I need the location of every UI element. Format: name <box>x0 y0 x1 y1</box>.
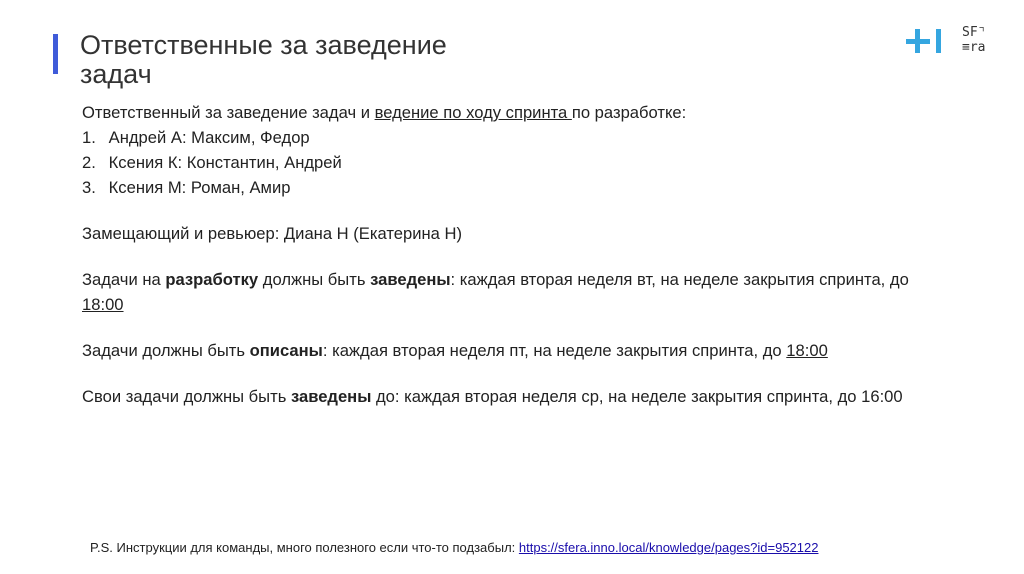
assignee-list <box>82 125 922 200</box>
logo-wordmark <box>962 25 985 55</box>
own-tasks-text <box>82 384 922 409</box>
page-title-line-1: Ответственные за заведение <box>80 30 447 60</box>
list-item-text: Ксения К: Константин, Андрей <box>108 153 342 172</box>
page-title <box>80 31 680 89</box>
list-item <box>82 175 922 200</box>
list-item <box>82 125 922 150</box>
list-number: 3. <box>82 178 96 197</box>
own-tasks-part: до: каждая вторая неделя ср, на неделе закрытия спринта, до 16:00 <box>371 387 903 406</box>
footer-note <box>90 540 818 556</box>
footer-text: P.S. Инструкции для команды, много полезного если что-то подзабыл: <box>90 540 519 555</box>
logo-wordmark-line-1: SF⌝ <box>962 25 986 40</box>
dev-tasks-part: должны быть <box>258 270 371 289</box>
dev-tasks-bold: разработку <box>165 270 259 289</box>
sfera-logo <box>906 25 986 61</box>
dev-tasks-part: Задачи на <box>82 270 166 289</box>
intro-after: по разработке: <box>571 103 687 122</box>
described-tasks-text <box>82 338 922 363</box>
dev-tasks-bold: заведены <box>370 270 451 289</box>
slide-body <box>82 100 922 409</box>
list-item-text: Андрей А: Максим, Федор <box>108 128 310 147</box>
described-tasks-bold: описаны <box>249 341 323 360</box>
described-tasks-deadline: 18:00 <box>786 341 828 360</box>
title-accent-bar <box>53 34 58 74</box>
deputy-text: Замещающий и ревьюер: Диана Н (Екатерина Н) <box>82 224 463 243</box>
described-tasks-part: : каждая вторая неделя пт, на неделе закрытия спринта, до <box>322 341 787 360</box>
dev-tasks-part: : каждая вторая неделя вт, на неделе закрытия спринта, до <box>450 270 909 289</box>
described-tasks-part: Задачи должны быть <box>82 341 250 360</box>
own-tasks-bold: заведены <box>290 387 372 406</box>
list-item-text: Ксения М: Роман, Амир <box>108 178 291 197</box>
intro-text <box>82 100 922 125</box>
page-title-line-2: задач <box>80 59 152 89</box>
logo-wordmark-line-2: ≡ra <box>962 40 986 55</box>
list-item <box>82 150 922 175</box>
dev-tasks-text <box>82 267 922 317</box>
knowledge-base-link[interactable]: https://sfera.inno.local/knowledge/pages?id=952122 <box>518 540 819 555</box>
list-number: 1. <box>82 128 96 147</box>
logo-bar-icon <box>936 29 941 53</box>
intro-underlined: ведение по ходу спринта <box>374 103 572 122</box>
dev-tasks-deadline: 18:00 <box>82 295 124 314</box>
plus-icon <box>906 29 930 53</box>
own-tasks-part: Свои задачи должны быть <box>82 387 291 406</box>
intro-before: Ответственный за заведение задач и <box>82 103 375 122</box>
list-number: 2. <box>82 153 96 172</box>
